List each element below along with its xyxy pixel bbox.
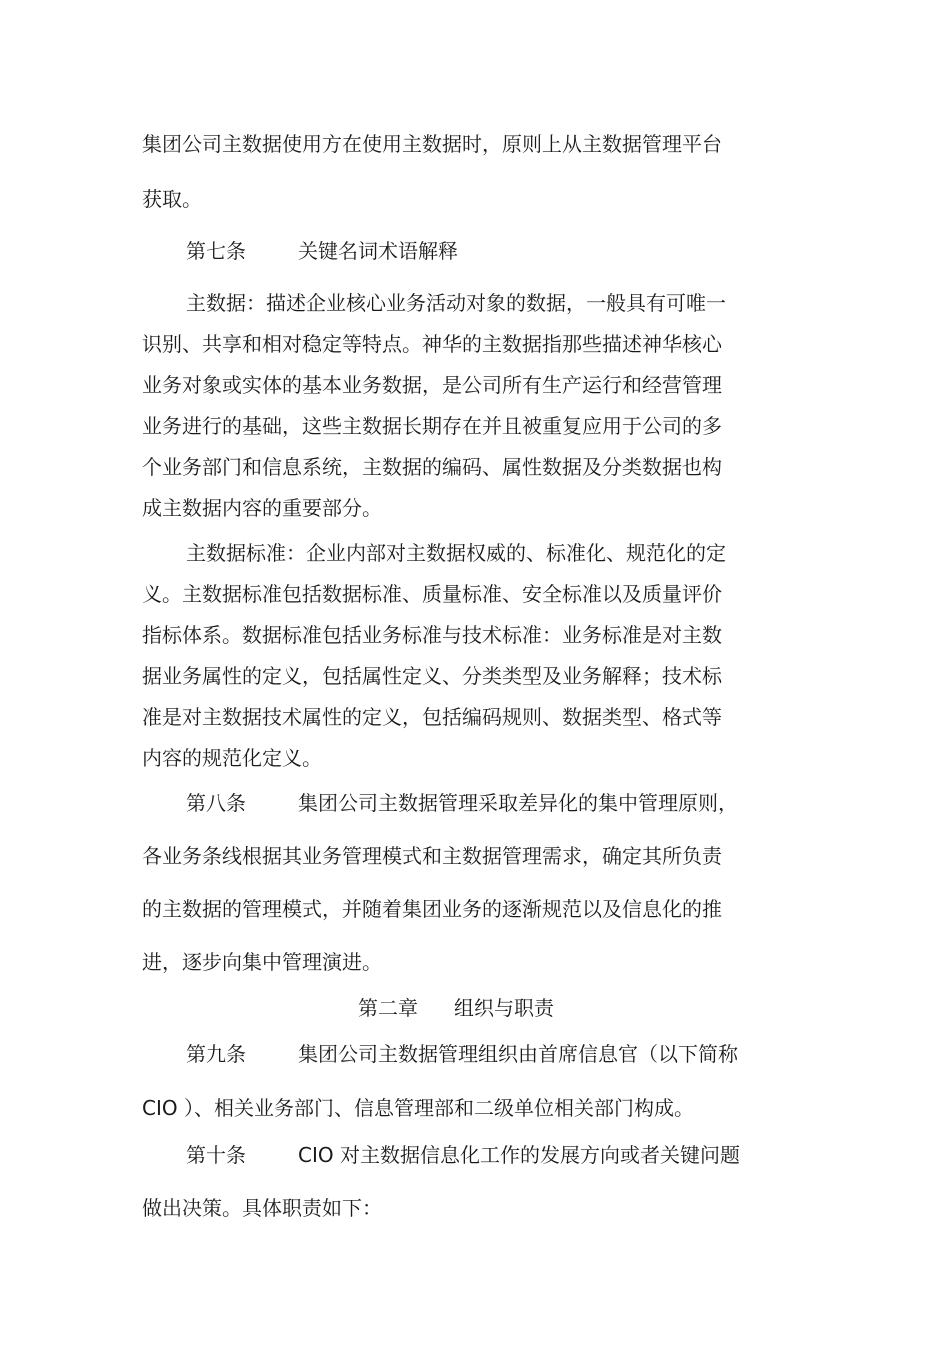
body-line: 准是对主数据技术属性的定义，包括编码规则、数据类型、格式等 xyxy=(142,705,722,729)
body-line: 识别、共享和相对稳定等特点。神华的主数据指那些描述神华核心 xyxy=(142,332,722,356)
body-line: 业务进行的基础，这些主数据长期存在并且被重复应用于公司的多 xyxy=(142,414,722,438)
body-line: 个业务部门和信息系统，主数据的编码、属性数据及分类数据也构 xyxy=(142,455,722,479)
chapter-label: 第二章 xyxy=(358,996,418,1020)
article-heading xyxy=(186,238,458,264)
article-title: 关键名词术语解释 xyxy=(298,239,458,263)
article-text: CIO 对主数据信息化工作的发展方向或者关键问题 xyxy=(298,1143,740,1167)
body-line: 集团公司主数据使用方在使用主数据时，原则上从主数据管理平台 xyxy=(142,132,722,156)
body-line: 主数据标准：企业内部对主数据权威的、标准化、规范化的定 xyxy=(186,541,726,565)
body-line: 成主数据内容的重要部分。 xyxy=(142,496,382,520)
body-line: 的主数据的管理模式，并随着集团业务的逐渐规范以及信息化的推 xyxy=(142,897,722,921)
body-line: 各业务条线根据其业务管理模式和主数据管理需求，确定其所负责 xyxy=(142,844,722,868)
body-line: 义。主数据标准包括数据标准、质量标准、安全标准以及质量评价 xyxy=(142,582,722,606)
body-line: CIO ）、相关业务部门、信息管理部和二级单位相关部门构成。 xyxy=(142,1096,694,1120)
body-line: 获取。 xyxy=(142,187,202,211)
article-heading xyxy=(186,1041,738,1067)
body-line: 业务对象或实体的基本业务数据，是公司所有生产运行和经营管理 xyxy=(142,373,722,397)
body-line: 指标体系。数据标准包括业务标准与技术标准：业务标准是对主数 xyxy=(142,623,722,647)
article-label: 第八条 xyxy=(186,791,246,815)
body-line: 内容的规范化定义。 xyxy=(142,746,322,770)
article-label: 第七条 xyxy=(186,239,246,263)
article-heading xyxy=(186,1142,740,1168)
chapter-title: 组织与职责 xyxy=(454,996,554,1020)
article-text: 集团公司主数据管理组织由首席信息官（以下简称 xyxy=(298,1042,738,1066)
article-label: 第十条 xyxy=(186,1143,246,1167)
chapter-heading xyxy=(358,995,554,1021)
article-text: 集团公司主数据管理采取差异化的集中管理原则， xyxy=(298,791,738,815)
body-line: 进，逐步向集中管理演进。 xyxy=(142,950,382,974)
article-label: 第九条 xyxy=(186,1042,246,1066)
body-line: 主数据：描述企业核心业务活动对象的数据，一般具有可唯一 xyxy=(186,291,726,315)
body-line: 据业务属性的定义，包括属性定义、分类类型及业务解释；技术标 xyxy=(142,664,722,688)
body-line: 做出决策。具体职责如下： xyxy=(142,1196,382,1220)
article-heading xyxy=(186,790,738,816)
